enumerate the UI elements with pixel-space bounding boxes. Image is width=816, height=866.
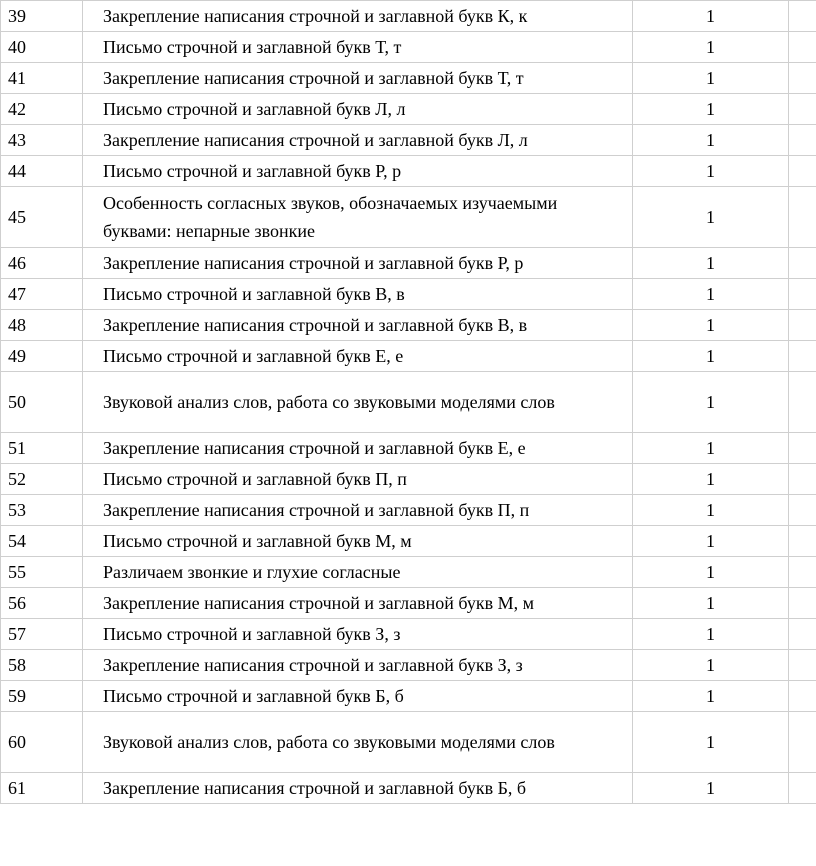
table-row — [1, 464, 816, 495]
lesson-number-cell: 46 — [1, 248, 83, 279]
lesson-hours-cell: 1 — [633, 187, 789, 248]
lesson-number-cell: 54 — [1, 526, 83, 557]
empty-cell — [789, 712, 816, 773]
lesson-number-cell: 60 — [1, 712, 83, 773]
lesson-hours-cell: 1 — [633, 125, 789, 156]
lesson-topic-cell: Письмо строчной и заглавной букв Р, р — [83, 156, 633, 187]
lesson-number-cell: 61 — [1, 773, 83, 804]
table-row — [1, 32, 816, 63]
lesson-number-cell: 53 — [1, 495, 83, 526]
lesson-topic-cell: Письмо строчной и заглавной букв Т, т — [83, 32, 633, 63]
lesson-number-cell: 47 — [1, 279, 83, 310]
lesson-topic-cell: Письмо строчной и заглавной букв П, п — [83, 464, 633, 495]
empty-cell — [789, 650, 816, 681]
lesson-hours-cell: 1 — [633, 341, 789, 372]
empty-cell — [789, 125, 816, 156]
lesson-topic-cell: Звуковой анализ слов, работа со звуковыми моделями слов — [83, 372, 633, 433]
lesson-topic-cell: Звуковой анализ слов, работа со звуковыми моделями слов — [83, 712, 633, 773]
lesson-topic-cell: Закрепление написания строчной и заглавной букв Р, р — [83, 248, 633, 279]
empty-cell — [789, 619, 816, 650]
lesson-hours-cell: 1 — [633, 681, 789, 712]
empty-cell — [789, 310, 816, 341]
lesson-hours-cell: 1 — [633, 495, 789, 526]
lesson-hours-cell: 1 — [633, 433, 789, 464]
empty-cell — [789, 187, 816, 248]
empty-cell — [789, 248, 816, 279]
lesson-hours-cell: 1 — [633, 156, 789, 187]
lesson-table-body — [1, 1, 816, 804]
empty-cell — [789, 372, 816, 433]
empty-cell — [789, 588, 816, 619]
table-row — [1, 310, 816, 341]
lesson-topic-cell: Закрепление написания строчной и заглавной букв М, м — [83, 588, 633, 619]
lesson-hours-cell: 1 — [633, 557, 789, 588]
lesson-number-cell: 55 — [1, 557, 83, 588]
table-row — [1, 433, 816, 464]
lesson-topic-cell: Письмо строчной и заглавной букв Л, л — [83, 94, 633, 125]
empty-cell — [789, 464, 816, 495]
table-row — [1, 1, 816, 32]
lesson-number-cell: 42 — [1, 94, 83, 125]
lesson-number-cell: 39 — [1, 1, 83, 32]
lesson-topic-cell: Закрепление написания строчной и заглавной букв Л, л — [83, 125, 633, 156]
table-row — [1, 341, 816, 372]
lesson-hours-cell: 1 — [633, 94, 789, 125]
empty-cell — [789, 526, 816, 557]
lesson-hours-cell: 1 — [633, 372, 789, 433]
lesson-topic-cell: Закрепление написания строчной и заглавной букв Т, т — [83, 63, 633, 94]
empty-cell — [789, 557, 816, 588]
lesson-hours-cell: 1 — [633, 650, 789, 681]
lesson-topic-cell: Закрепление написания строчной и заглавной букв В, в — [83, 310, 633, 341]
table-row — [1, 187, 816, 248]
lesson-hours-cell: 1 — [633, 32, 789, 63]
lesson-topic-cell: Закрепление написания строчной и заглавной букв П, п — [83, 495, 633, 526]
lesson-topic-cell: Письмо строчной и заглавной букв Е, е — [83, 341, 633, 372]
lesson-hours-cell: 1 — [633, 619, 789, 650]
empty-cell — [789, 156, 816, 187]
lesson-number-cell: 51 — [1, 433, 83, 464]
lesson-number-cell: 41 — [1, 63, 83, 94]
lesson-hours-cell: 1 — [633, 773, 789, 804]
lesson-number-cell: 59 — [1, 681, 83, 712]
lesson-number-cell: 49 — [1, 341, 83, 372]
table-row — [1, 125, 816, 156]
empty-cell — [789, 681, 816, 712]
table-row — [1, 712, 816, 773]
empty-cell — [789, 63, 816, 94]
lesson-number-cell: 57 — [1, 619, 83, 650]
lesson-number-cell: 52 — [1, 464, 83, 495]
lesson-topic-cell: Различаем звонкие и глухие согласные — [83, 557, 633, 588]
table-row — [1, 773, 816, 804]
empty-cell — [789, 94, 816, 125]
lesson-topic-cell: Особенность согласных звуков, обозначаемых изучаемыми буквами: непарные звонкие — [83, 187, 633, 248]
table-row — [1, 156, 816, 187]
table-row — [1, 372, 816, 433]
table-row — [1, 94, 816, 125]
table-row — [1, 588, 816, 619]
lesson-topic-cell: Письмо строчной и заглавной букв В, в — [83, 279, 633, 310]
empty-cell — [789, 433, 816, 464]
lesson-number-cell: 50 — [1, 372, 83, 433]
lesson-topic-cell: Закрепление написания строчной и заглавной букв З, з — [83, 650, 633, 681]
lesson-hours-cell: 1 — [633, 712, 789, 773]
empty-cell — [789, 279, 816, 310]
table-row — [1, 619, 816, 650]
lesson-hours-cell: 1 — [633, 588, 789, 619]
lesson-hours-cell: 1 — [633, 248, 789, 279]
lesson-number-cell: 44 — [1, 156, 83, 187]
lesson-number-cell: 58 — [1, 650, 83, 681]
table-row — [1, 495, 816, 526]
lesson-number-cell: 56 — [1, 588, 83, 619]
empty-cell — [789, 495, 816, 526]
table-row — [1, 248, 816, 279]
empty-cell — [789, 341, 816, 372]
table-row — [1, 279, 816, 310]
lesson-hours-cell: 1 — [633, 526, 789, 557]
lesson-hours-cell: 1 — [633, 279, 789, 310]
lesson-hours-cell: 1 — [633, 310, 789, 341]
lesson-number-cell: 45 — [1, 187, 83, 248]
lesson-topic-cell: Закрепление написания строчной и заглавной букв Е, е — [83, 433, 633, 464]
empty-cell — [789, 773, 816, 804]
lesson-number-cell: 43 — [1, 125, 83, 156]
table-row — [1, 526, 816, 557]
lesson-topic-cell: Закрепление написания строчной и заглавной букв К, к — [83, 1, 633, 32]
empty-cell — [789, 1, 816, 32]
empty-cell — [789, 32, 816, 63]
lesson-topic-cell: Письмо строчной и заглавной букв Б, б — [83, 681, 633, 712]
lesson-number-cell: 40 — [1, 32, 83, 63]
lesson-hours-cell: 1 — [633, 63, 789, 94]
lesson-hours-cell: 1 — [633, 464, 789, 495]
lesson-topic-cell: Закрепление написания строчной и заглавной букв Б, б — [83, 773, 633, 804]
table-row — [1, 681, 816, 712]
lesson-number-cell: 48 — [1, 310, 83, 341]
table-row — [1, 63, 816, 94]
lesson-topic-cell: Письмо строчной и заглавной букв М, м — [83, 526, 633, 557]
table-row — [1, 650, 816, 681]
lesson-hours-cell: 1 — [633, 1, 789, 32]
table-row — [1, 557, 816, 588]
lesson-topic-cell: Письмо строчной и заглавной букв З, з — [83, 619, 633, 650]
